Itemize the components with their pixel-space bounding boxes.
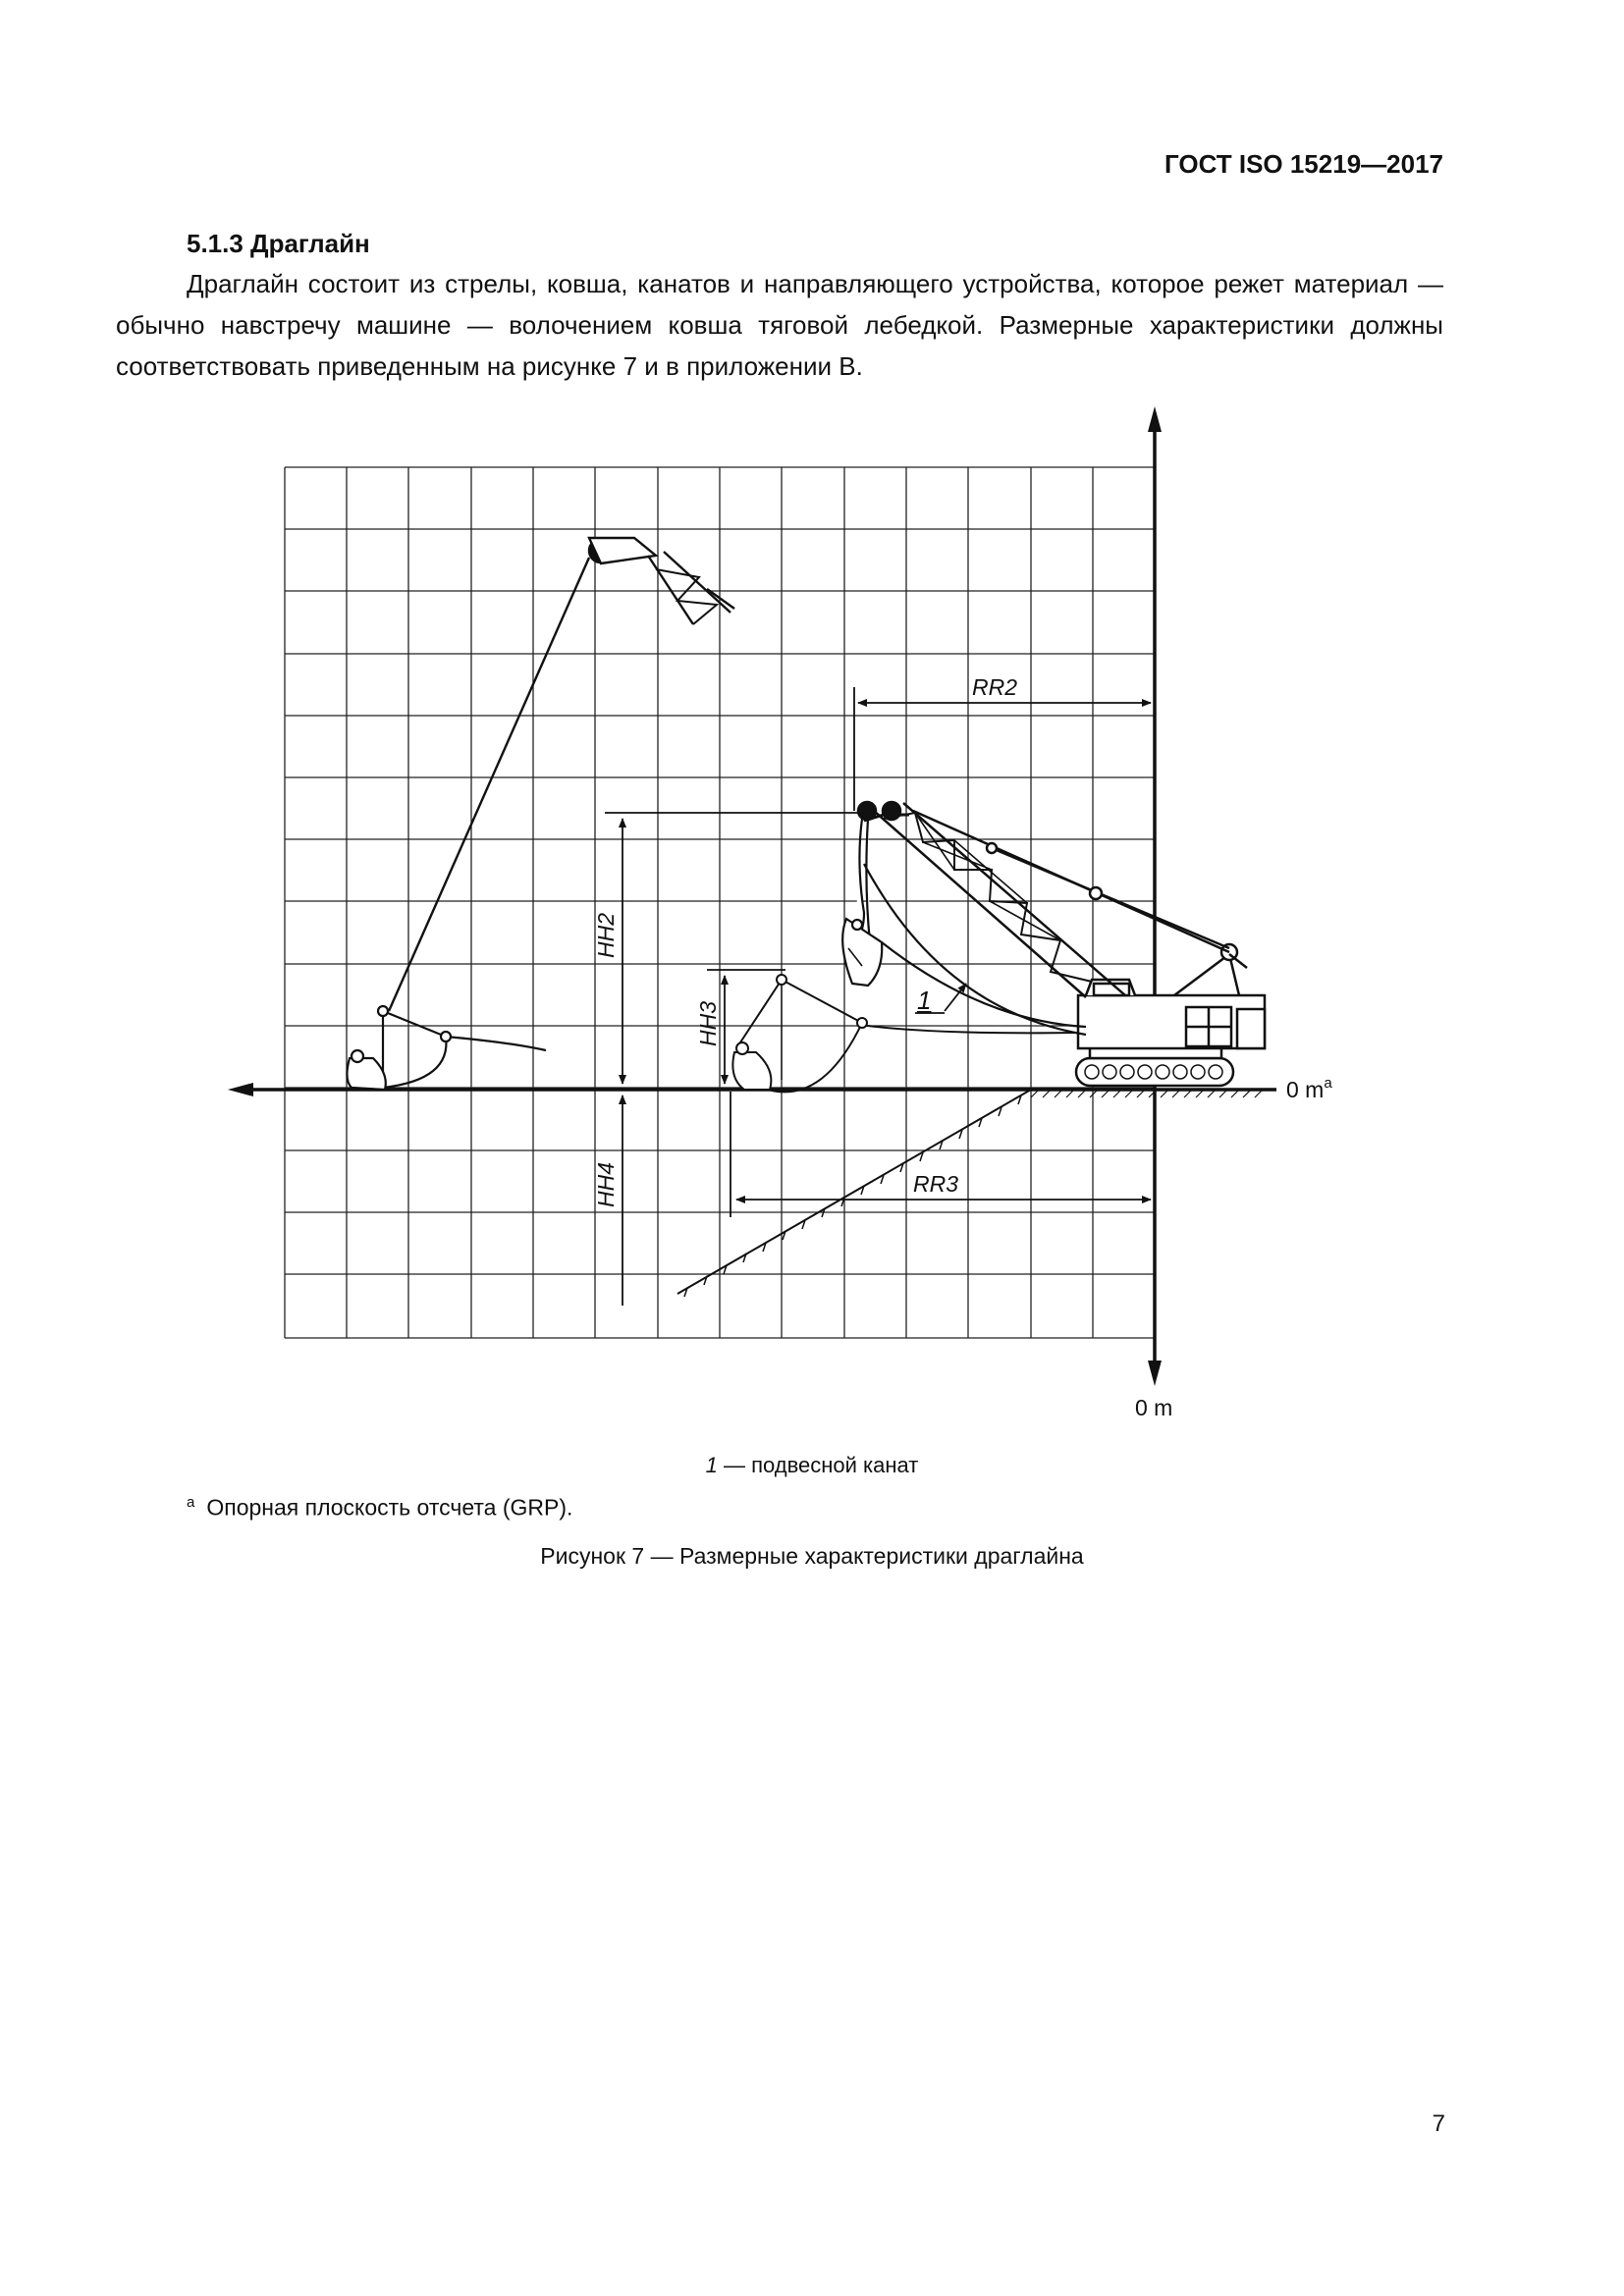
key-text: — подвесной канат: [717, 1453, 919, 1477]
page-number: 7: [1432, 2110, 1445, 2137]
axes: [228, 406, 1276, 1386]
document-header: ГОСТ ISO 15219—2017: [1164, 149, 1443, 179]
figure-key: [0, 1453, 1624, 1478]
dragline-machine: [1076, 944, 1265, 1086]
footnote-text: Опорная плоскость отсчета (GRP).: [206, 1494, 573, 1521]
label-hh3: HH3: [695, 1000, 721, 1046]
bucket-middle: [732, 975, 1076, 1092]
label-callout: 1: [917, 986, 932, 1015]
key-number: 1: [705, 1453, 718, 1477]
section-paragraph: Драглайн состоит из стрелы, ковша, канатов и направляющего устройства, которое режет материал — обычно навстречу машине — волочением ковша тяговой лебедкой. Размерные характеристики должны соответствовать приведенным на рисунке 7 и в приложении В.: [116, 269, 1443, 381]
boom-working: [858, 802, 1229, 997]
label-hh4: HH4: [593, 1161, 619, 1207]
bucket-extended: [347, 1006, 546, 1090]
footnote-mark: a: [187, 1494, 195, 1511]
bucket-working: [842, 819, 1086, 1035]
figure-footnote: [187, 1494, 572, 1522]
figure-caption: Рисунок 7 — Размерные характеристики драглайна: [540, 1543, 1084, 1569]
boom-extended: [389, 538, 734, 1011]
label-hh2: HH2: [593, 912, 619, 958]
section-title: 5.1.3 Драглайн: [187, 229, 370, 258]
label-zero-ground: 0 $m^a$: [1286, 1075, 1332, 1102]
label-rr2: RR2: [972, 674, 1018, 700]
label-zero-vertical: 0 m: [1135, 1395, 1173, 1420]
label-rr3: RR3: [913, 1171, 959, 1197]
